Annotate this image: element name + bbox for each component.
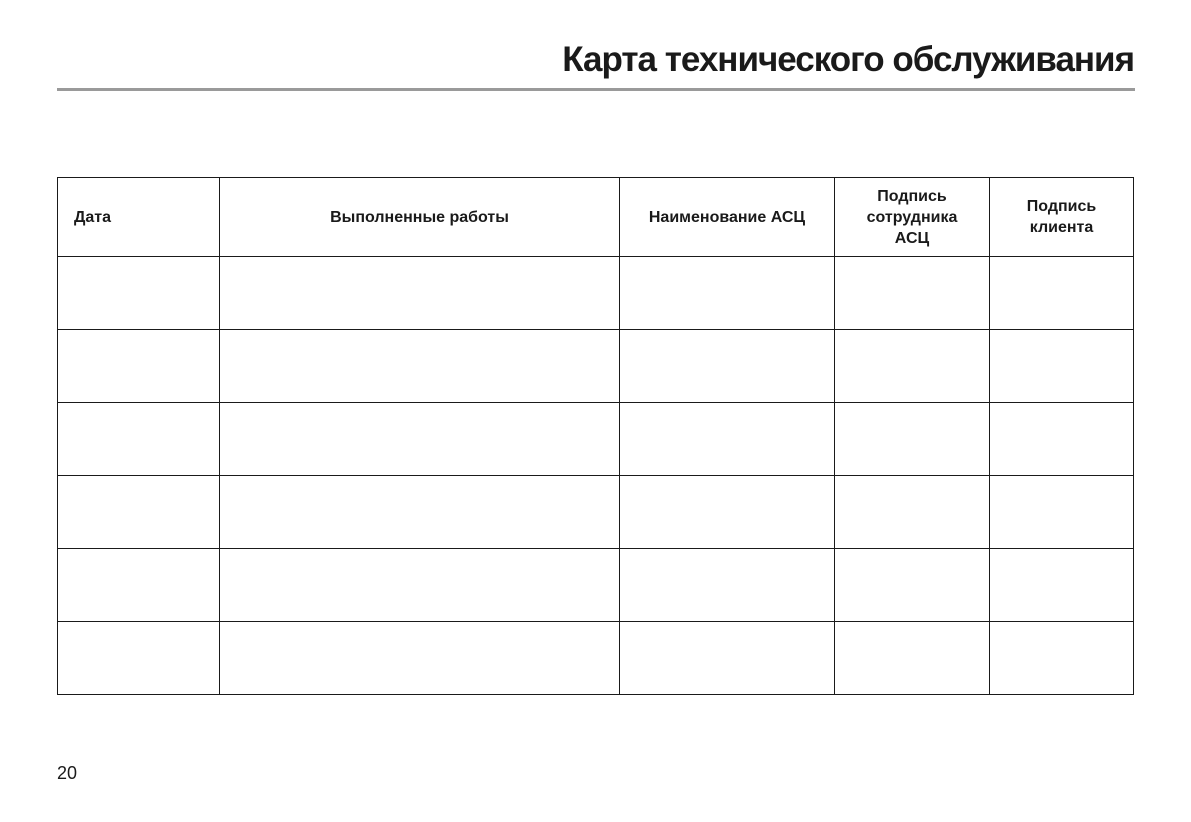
cell-client-signature [990,403,1134,476]
cell-work [220,476,620,549]
maintenance-log-table [57,177,1134,695]
table-row [58,403,1134,476]
table-header-row [58,178,1134,257]
header-work-label: Выполненные работы [330,208,509,226]
header-client-signature-label: Подпись клиента [1026,198,1097,236]
header-service-center-label: Наименование АСЦ [648,208,806,226]
cell-service-center [620,476,835,549]
header-date-label: Дата [74,208,112,226]
cell-work [220,403,620,476]
cell-client-signature [990,622,1134,695]
cell-staff-signature [835,257,990,330]
table-row [58,549,1134,622]
cell-date [58,330,220,403]
cell-work [220,549,620,622]
cell-service-center [620,330,835,403]
header-work [220,178,620,257]
cell-client-signature [990,549,1134,622]
cell-work [220,622,620,695]
cell-staff-signature [835,403,990,476]
table-row [58,257,1134,330]
cell-service-center [620,549,835,622]
table-row [58,330,1134,403]
header-client-signature [990,178,1134,257]
cell-date [58,476,220,549]
cell-date [58,622,220,695]
header-staff-signature-label: Подпись сотрудника АСЦ [866,187,958,247]
cell-client-signature [990,330,1134,403]
cell-staff-signature [835,476,990,549]
cell-work [220,330,620,403]
cell-service-center [620,403,835,476]
cell-date [58,549,220,622]
page-number: 20 [57,763,78,783]
cell-date [58,257,220,330]
cell-service-center [620,622,835,695]
page-title: Карта технического обслуживания [562,40,1134,79]
cell-staff-signature [835,330,990,403]
cell-client-signature [990,476,1134,549]
cell-staff-signature [835,549,990,622]
header-service-center [620,178,835,257]
cell-staff-signature [835,622,990,695]
title-divider [57,88,1135,91]
cell-work [220,257,620,330]
table-row [58,622,1134,695]
cell-date [58,403,220,476]
table-row [58,476,1134,549]
cell-service-center [620,257,835,330]
cell-client-signature [990,257,1134,330]
header-staff-signature [835,178,990,257]
header-date [58,178,220,257]
